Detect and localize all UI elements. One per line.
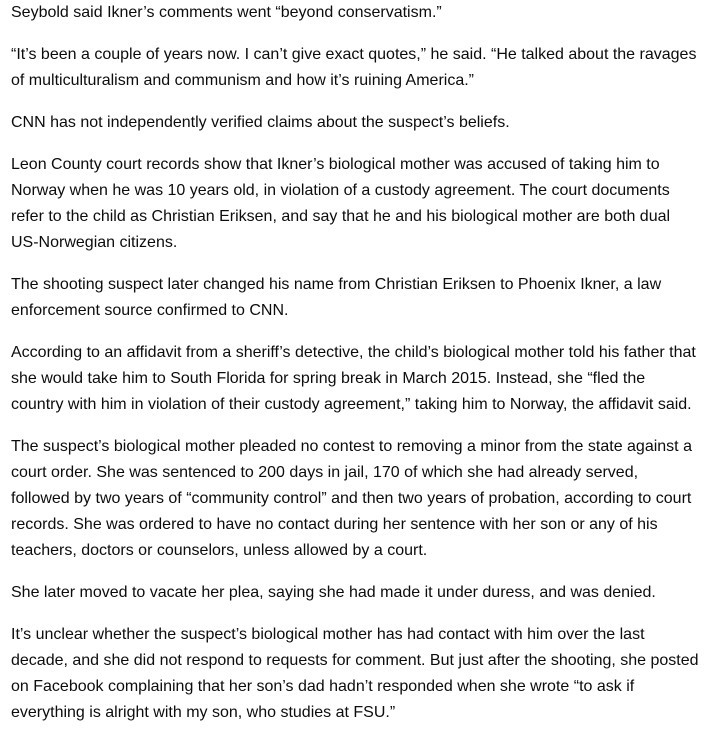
paragraph-cnn-not-verified: CNN has not independently verified claims about the suspect’s beliefs. — [11, 114, 510, 131]
paragraph-plea-sentence: The suspect’s biological mother pleaded no contest to removing a minor from the state against a court order. She was sentenced to 200 days in jail, 170 of which she had already served, followed by two years of “community control” and then two years of probation, according to court records. She was ordered to have no contact during her sentence with her son or any of his teachers, doctors or counselors, unless allowed by a court. — [11, 438, 692, 559]
paragraph-seybold-comments: Seybold said Ikner’s comments went “beyond conservatism.” — [11, 4, 442, 21]
paragraph-affidavit: According to an affidavit from a sheriff’s detective, the child’s biological mother told his father that she would take him to South Florida for spring break in March 2015. Instead, she “fled the country with him in violation of their custody agreement,” taking him to Norway, the affidavit said. — [11, 344, 696, 413]
paragraph-facebook-post: It’s unclear whether the suspect’s biological mother has had contact with him over the last decade, and she did not respond to requests for comment. But just after the shooting, she posted on Facebook complaining that her son’s dad hadn’t responded when she wrote “to ask if everything is alright with my son, who studies at FSU.” — [11, 626, 699, 721]
paragraph-court-records: Leon County court records show that Ikner’s biological mother was accused of taking him to Norway when he was 10 years old, in violation of a custody agreement. The court documents refer to the child as Christian Eriksen, and say that he and his biological mother are both dual US-Norwegian citizens. — [11, 156, 671, 251]
article-body — [11, 0, 699, 726]
paragraph-name-change: The shooting suspect later changed his name from Christian Eriksen to Phoenix Ikner, a law enforcement source confirmed to CNN. — [11, 276, 662, 319]
paragraph-vacate-plea: She later moved to vacate her plea, saying she had made it under duress, and was denied. — [11, 584, 656, 601]
paragraph-quote: “It’s been a couple of years now. I can’t give exact quotes,” he said. “He talked about the ravages of multiculturalism and communism and how it’s ruining America.” — [11, 46, 697, 89]
